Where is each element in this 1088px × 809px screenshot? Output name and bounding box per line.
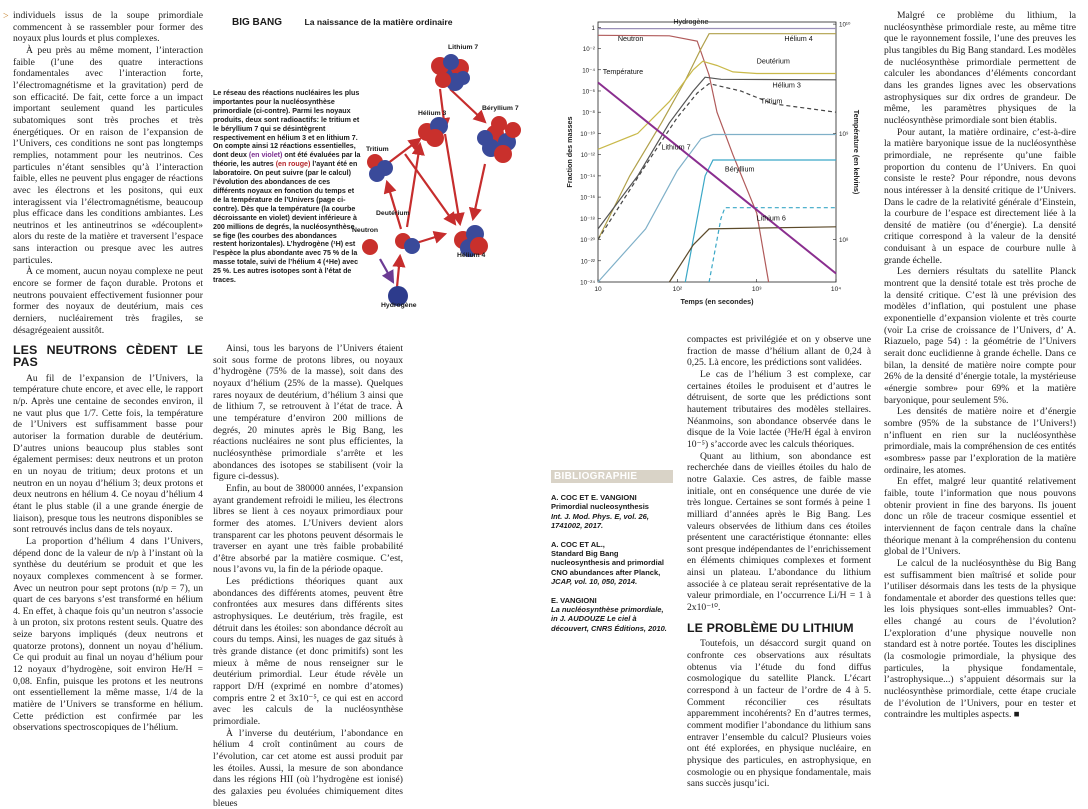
- curve-label-neutron: Neutron: [618, 34, 644, 43]
- y-tick-label: 10⁻²⁰: [580, 237, 595, 244]
- y2-axis-label: Température (en kelvins): [852, 110, 861, 195]
- paragraph: Toutefois, un désaccord surgit quand on confronte ces observations aux résultats obtenus via l’étude du fond diffus cosmologique du satellite Planck. L’écart correspond à un facteur de l’ordre de 4 à 5. Comment réconcilier ces résultats apparemment incohérents? En d’autres termes, comment modifier l’abondance du lithium sans entraver l’ensemble du calcul? Plusieurs voies ont été explorées, en physique nucléaire, en physique des particules, en astrophysique, en cosmologie ou en physique fondamentale, mais sans succès jusqu’ici.: [687, 638, 871, 790]
- label-helium3: Hélium 3: [418, 110, 446, 117]
- curve-label-beryllium: Béryllium: [725, 165, 755, 174]
- y-tick-label: 10⁻²²: [581, 258, 595, 265]
- y2-tick-label: 10¹⁰: [839, 22, 851, 29]
- caption-red: (en rouge): [276, 160, 311, 168]
- curve-label-lithium7: Lithium 7: [661, 142, 690, 151]
- paragraph: En effet, malgré leur quantité relativement faible, toute l’information que nous pouvons obtenir provient in fine des baryons. Ils jouent donc un rôle de traceur cosmique essentiel et interviennent de façon centrale dans la chaîne théorique menant à la compréhension du contenu global de l’Univers.: [884, 476, 1076, 558]
- y-tick-label: 10⁻⁶: [582, 88, 595, 95]
- paragraph: individuels issus de la soupe primordiale commencent à se rassembler pour former des noyaux plus lourds et plus complexes.: [13, 10, 203, 45]
- bibliography-item: [551, 596, 673, 633]
- label-beryllium7: Béryllium 7: [482, 105, 519, 112]
- tritium-nucleus: [367, 154, 393, 182]
- caption-text: l’ayant été en laboratoire. On peut suivre (par le calcul) l’évolution des abondances de ces différents noyaux en fonction du temps et de la température de l’Univers (page ci-contre). Dès que la température (la courbe décroissante en violet) devient inférieure à 200 millions de degrés, la nucléosynthèse se fige (les courbes des abondances restent horizontales). L’hydrogène (¹H) est l’espèce la plus abondante avec 75 % de la masse totale, suivi de l’hélium 4 (⁴He) avec 25 %. Les autres isotopes sont à l’état de traces.: [213, 160, 358, 284]
- curve-label-helium4: Hélium 4: [784, 34, 812, 43]
- beryllium7-nucleus: [477, 116, 521, 163]
- y-tick-label: 10⁻¹⁰: [580, 131, 595, 138]
- paragraph: Ainsi, tous les baryons de l’Univers étaient soit sous forme de protons libres, ou noyaux d’hydrogène (75% de la masse), soit dans des noyaux d’hélium (25% de la masse). Quelques rares noyaux de deutérium, d’hélium 3 ainsi que de lithium 7, se retrouvent à l’état de trace. À une température d’environ 200 millions de degrés, 20 minutes après le Big Bang, les réactions nucléaires ne sont plus efficientes, la nucléosynthèse primordiale s’arrête et les abondances des isotopes se stabilisent (voir la figure ci-dessus).: [213, 343, 403, 483]
- y-axis-label: Fraction des masses: [565, 116, 574, 187]
- curve-label-lithium6: Lithium 6: [757, 213, 786, 222]
- bib-ref: in J. AUDOUZE Le ciel à découvert, CNRS Éditions, 2010.: [551, 614, 673, 632]
- reaction-network-diagram: [345, 34, 550, 334]
- bib-authors: A. COC ET E. VANGIONI: [551, 493, 673, 502]
- y-tick-label: 10⁻²: [583, 46, 595, 53]
- column-3: [687, 334, 871, 744]
- y-tick-label: 1: [592, 25, 596, 32]
- paragraph: Le cas de l’hélium 3 est complexe, car certaines étoiles le produisent et d’autres le détruisent, de sorte que les prédictions sont hautement tributaires des modèles stellaires. Néanmoins, son abondance observée dans le disque de la Voie lactée (³He/H égal à environ 10⁻⁵) s’accorde avec les calculs théoriques.: [687, 369, 871, 451]
- bib-title: Primordial nucleosynthesis: [551, 502, 673, 511]
- paragraph: Le calcul de la nucléosynthèse du Big Bang est suffisamment bien maîtrisé et solide pour l’utiliser désormais dans les tests de la physique fondamentale et aborder des questions telles que: les lois physiques sont-elles immuables? Ont-elles changé au cours de l’évolution? L’exploration d’une physique nouvelle non standard est à notre portée. Toutes les disciplines (la cosmologie primordiale, la physique des particules, la physique fondamentale, l’astrophysique...) s’appuient désormais sur la nucléosynthèse primordiale, cette étape cruciale de l’évolution de l’Univers, pour en tester et contraindre les multiples aspects. ■: [884, 558, 1076, 721]
- y-tick-label: 10⁻⁸: [582, 110, 595, 117]
- neutron-particle: [362, 239, 378, 255]
- label-hydrogene: Hydrogène: [381, 302, 417, 309]
- y-tick-label: 10⁻²⁴: [580, 280, 595, 287]
- deuterium-nucleus: [395, 233, 420, 254]
- caption-text: Le réseau des réactions nucléaires les plus importantes pour la nucléosynthèse primordiale (ci-contre). Parmi les noyaux produits, deux sont radioactifs: le tritium et le béryllium 7 qui se désintègrent respectivement en hélium 3 et en lithium 7. On compte ainsi 12 réactions essentielles, dont deux: [213, 89, 359, 159]
- label-tritium: Tritium: [366, 146, 389, 153]
- bib-title: Standard Big Bang nucleosynthesis and primordial CNO abundances after Planck,: [551, 549, 673, 577]
- column-2: [213, 343, 403, 743]
- curve-label-hydrogene: Hydrogène: [673, 17, 708, 26]
- paragraph: Malgré ce problème du lithium, la nucléosynthèse primordiale reste, au même titre que le rayonnement fossile, l’une des preuves les plus tangibles du Big Bang standard. Les modèles de nucléosynthèse primordiale permettent de calculer les abondances d’éléments concordant dans les grandes lignes avec les observations astrophysiques sur dix ordres de grandeur. De même, les paramètres physiques de la nucléosynthèse primordiale sont bien établis.: [884, 10, 1076, 127]
- paragraph: Quant au lithium, son abondance est recherchée dans de vieilles étoiles du halo de notre Galaxie. Ces astres, de faible masse initiale, ont en conséquence une durée de vie très longue. Certaines se sont formés à peine 1 milliard d’années après le Big Bang. Les valeurs observées de lithium dans ces étoiles présentent une caractéristique étonnante: elles sont presque indépendantes de l’enrichissement en éléments chimiques complexes et forment ainsi un plateau. L’abondance du lithium associée à ce plateau serait représentative de la valeur primordiale, en l’occurrence Li/H = 1 à 2x10⁻¹⁰.: [687, 451, 871, 614]
- label-neutron: Neutron: [352, 227, 378, 234]
- lithium7-nucleus: [431, 54, 470, 91]
- figure-title: La naissance de la matière ordinaire: [304, 17, 452, 27]
- curve-label-temperature: Température: [603, 67, 643, 76]
- y-tick-label: 10⁻¹²: [581, 152, 595, 159]
- paragraph: Pour autant, la matière ordinaire, c’est-à-dire la matière baryonique issue de la nucléosynthèse primordiale, ne représente qu’une faible proportion du contenu de l’Univers. En quoi consiste le reste? Pour répondre, nous devons nous intéresser à la densité critique de l’Univers. Dans le cadre de la relativité générale d’Einstein, la courbure de l’espace est directement liée à la densité de matière (ou d’énergie). La densité critique correspond à la valeur de la densité conduisant à un espace de courbure nulle à grande échelle.: [884, 127, 1076, 267]
- bibliography-heading: BIBLIOGRAPHIE: [551, 470, 673, 483]
- paragraph: À ce moment, aucun noyau complexe ne peut encore se former de façon durable. Protons et neutrons pouvaient effectivement fusionner pour former des noyaux de deutérium, mais ces derniers, nucléairement très fragiles, se désagrégeaient aussitôt.: [13, 266, 203, 336]
- bibliography-item: [551, 540, 673, 586]
- y2-tick-label: 10⁹: [839, 131, 849, 138]
- caption-violet: (en violet): [249, 151, 283, 159]
- paragraph: compactes est privilégiée et on y observe une fraction de masse d’hélium allant de 0,24 à 0,25. Là encore, les prédictions sont validées.: [687, 334, 871, 369]
- label-deuterium: Deutérium: [376, 210, 410, 217]
- curve-label-deuterium: Deutérium: [757, 56, 790, 65]
- label-helium4: Hélium 4: [457, 252, 485, 259]
- paragraph: À l’inverse du deutérium, l’abondance en hélium 4 croît continûment au cours de l’évolution, car cet atome est aussi produit par les étoiles. Aussi, la mesure de son abondance dans les régions HII (où l’hydrogène est ionisé) des galaxies peu évoluées chimiquement dites bleues: [213, 728, 403, 809]
- paragraph: Les prédictions théoriques quant aux abondances des différents atomes, peuvent être confrontées aux mesures dans différents sites astrophysiques. Le deutérium, très fragile, est détruit dans les étoiles: son abondance décroît au cours du temps. Ainsi, les nuages de gaz situés à très grande distance (et donc primitifs) sont les mieux à même de nous renseigner sur le deutérium primordial. Leur étude révèle un rapport D/H (exprimé en nombre d’atomes) compris entre 2 et 3x10⁻⁵, ce qui est en accord avec les calculs de la nucléosynthèse primordiale.: [213, 576, 403, 728]
- paragraph: Au fil de l’expansion de l’Univers, la température chute encore, et avec elle, le rapport n/p. Après une centaine de secondes environ, il ne vaut plus que 1/7. Cette fois, la température de l’Univers est suffisamment basse pour autoriser la formation durable de deutérium. D’autres unions beaucoup plus stables sont également permises: deux neutrons et un proton en un noyau de tritium; deux protons et un neutron en un noyau d’hélium 3; deux protons et deux neutrons en hélium 4. Ce noyau d’hélium 4 étant le plus stable (il a une grande énergie de liaison), presque tous les neutrons disponibles se sont retrouvés inclus dans de tels noyaux.: [13, 373, 203, 536]
- x-tick-label: 10: [594, 286, 602, 293]
- bibliography: [551, 470, 673, 643]
- column-1: [13, 10, 203, 745]
- x-axis-label: Temps (en secondes): [681, 297, 755, 306]
- label-lithium7: Lithium 7: [448, 44, 478, 51]
- bib-ref: JCAP, vol. 10, 050, 2014.: [551, 577, 673, 586]
- x-tick-label: 10³: [752, 286, 762, 293]
- section-heading: LES NEUTRONS CÈDENT LE PAS: [13, 345, 203, 368]
- abundance-chart: [560, 14, 860, 326]
- helium3-nucleus: [418, 117, 448, 147]
- bibliography-item: [551, 493, 673, 530]
- y-tick-label: 10⁻¹⁴: [580, 173, 595, 180]
- paragraph: Enfin, au bout de 380000 années, l’expansion ayant grandement refroidi le milieu, les électrons libres se lient à ces noyaux primordiaux pour former des atomes. L’Univers devient alors transparent car les photons peuvent désormais le traverser en ayant une très faible probabilité d’être absorbé par la matière cosmique. C’est, nous l’avons vu, la fin de la période opaque.: [213, 483, 403, 576]
- bib-title: La nucléosynthèse primordiale,: [551, 605, 673, 614]
- paragraph: Les densités de matière noire et d’énergie sombre (95% de la substance de l’Univers!) n’influent en rien sur la nucléosynthèse primordiale, mais la compréhension de ces entités «sombres» passe par l’exploration de la matière ordinaire, les atomes.: [884, 406, 1076, 476]
- section-heading: LE PROBLÈME DU LITHIUM: [687, 623, 871, 635]
- figure-tag: BIG BANG: [232, 17, 282, 28]
- curve-label-helium3: Hélium 3: [773, 80, 801, 89]
- caption-text: ont été évaluées par la théorie, les autres: [213, 151, 360, 168]
- x-tick-label: 10⁴: [831, 286, 841, 293]
- y2-tick-label: 10⁸: [839, 237, 849, 244]
- figure-caption: [213, 89, 361, 285]
- y-tick-label: 10⁻¹⁶: [580, 195, 595, 202]
- paragraph: Les derniers résultats du satellite Planck montrent que la densité totale est très proche de la densité critique. C’est là une prévision des modèles d’inflation, qui postulent une phase exponentielle d’expansion violente et très courte (voir La crise de croissance de l’Univers, d’ A. Riazuelo, page 54) : la géométrie de l’Univers serait donc euclidienne à grande échelle. Dans ce bilan, la densité de matière noire compte pour 26% de la densité d’énergie totale, la mystérieuse «énergie sombre» pour 69% et la matière baryonique, pour seulement 5%.: [884, 266, 1076, 406]
- y-tick-label: 10⁻⁴: [582, 67, 595, 74]
- y-tick-label: 10⁻¹⁸: [580, 216, 595, 223]
- x-tick-label: 10²: [673, 286, 683, 293]
- bib-authors: E. VANGIONI: [551, 596, 673, 605]
- paragraph: La proportion d’hélium 4 dans l’Univers, dépend donc de la valeur de n/p à l’instant où la synthèse du deutérium se produit et que les noyaux complexes commencent à se former. Avec un neutron pour sept protons (n/p = 7), un quart de ces baryons s’est transformé en hélium 4. En effet, à chaque fois qu’un neutron s’associe à un proton, six protons restent seuls. Quatre des seize baryons impliqués (deux neutrons et quatorze protons), donnent un noyau d’hélium. Ce qui produit au final un noyau d’hélium pour 12 noyaux d’hydrogène, soit environ He/H = 0,08. Enfin, puisque les protons et les neutrons ont essentiellement la même masse, 1/4 de la matière de l’Univers se transforme en hélium. Cette prédiction est confirmée par les observations spectroscopiques de l’hélium.: [13, 536, 203, 734]
- bib-ref: Int. J. Mod. Phys. E, vol. 26, 1741002, 2017.: [551, 512, 673, 530]
- column-4: [884, 10, 1076, 745]
- continuation-marker: >: [3, 11, 9, 22]
- paragraph: À peu près au même moment, l’interaction faible (l’une des quatre interactions fondamentales avec l’interaction forte, l’électromagnétisme et la gravitation) perd de son efficacité. De fait, cette force a un impact important seulement quand les particules subatomiques sont très proches et très énergétiques. Or en raison de l’expansion de l’Univers, ces conditions ne sont pas longtemps remplies, notamment pour les neutrinos. Ces particules n’étant sensibles qu’à l’interaction faible, elles ne peuvent plus engager de réactions avec les électrons et les positons, qui eux interagissent via l’électromagnétisme, beaucoup plus efficace dans les conditions ambiantes. Les neutrinos et les antineutrinos se «découplent» alors du reste de la matière et traversent l’espace sans interaction ou presque avec les autres particules.: [13, 45, 203, 266]
- curve-label-tritium: Tritium: [761, 97, 783, 106]
- bib-authors: A. COC ET AL.,: [551, 540, 673, 549]
- figure-header: [232, 12, 453, 30]
